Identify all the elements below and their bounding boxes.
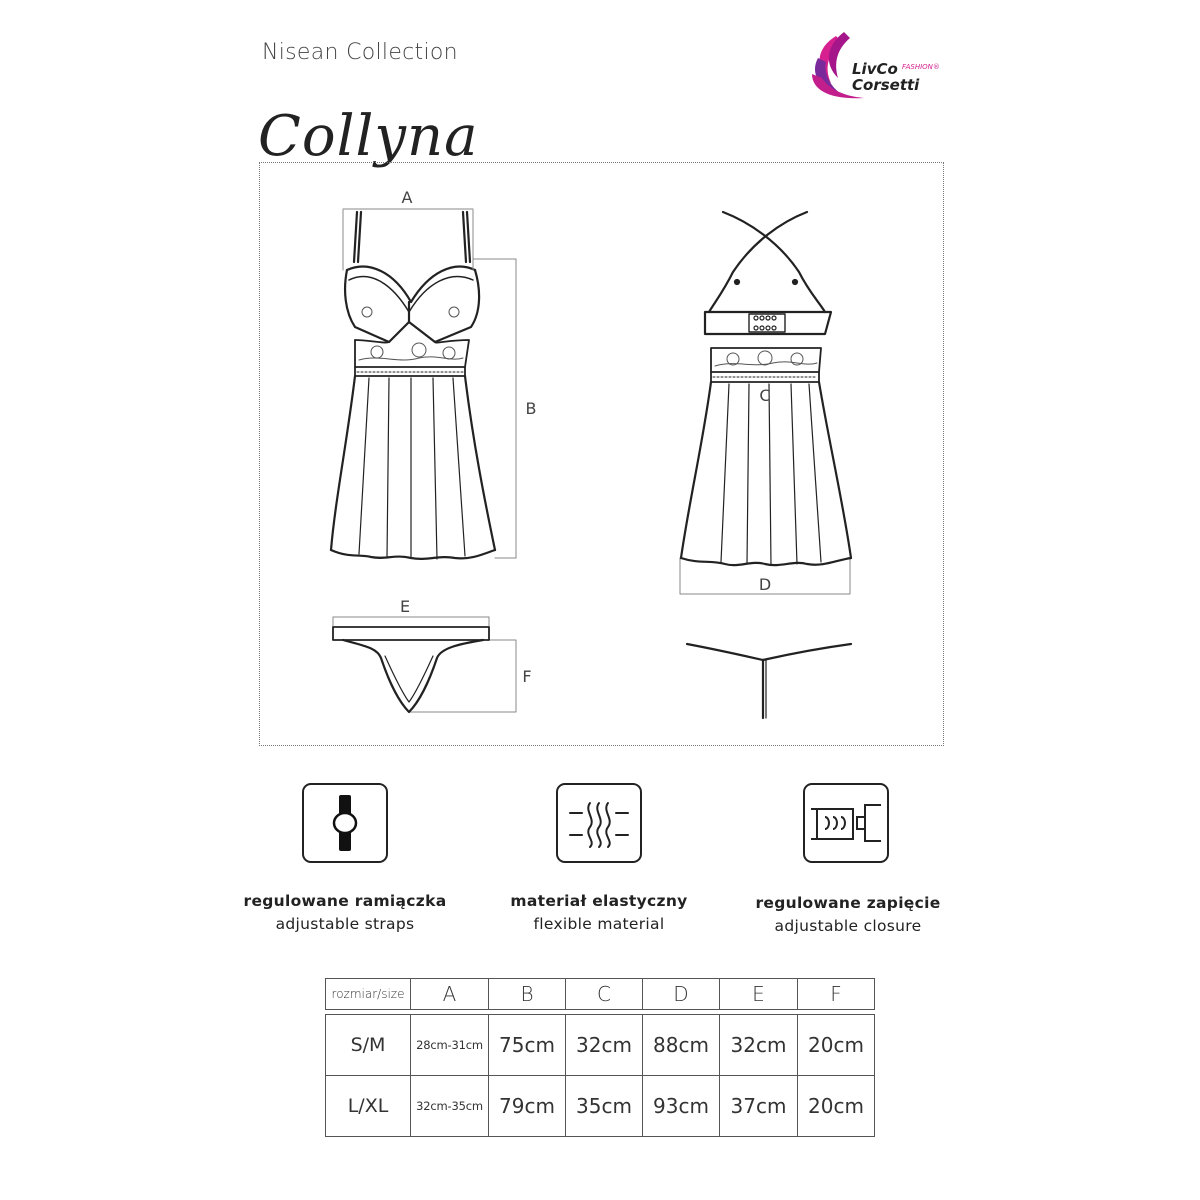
table-cell: 35cm bbox=[566, 1076, 643, 1137]
label-e: E bbox=[399, 597, 411, 616]
feature-adjustable-straps bbox=[215, 890, 475, 936]
feature-label-en: adjustable straps bbox=[275, 915, 415, 933]
table-cell: 20cm bbox=[798, 1076, 875, 1137]
logo-tag: FASHION® bbox=[902, 63, 940, 71]
header-cell: A bbox=[411, 979, 489, 1010]
label-c: C bbox=[759, 386, 771, 405]
brand-logo bbox=[806, 28, 956, 108]
table-row bbox=[326, 1076, 875, 1137]
table-cell: 32cm-35cm bbox=[411, 1076, 489, 1137]
garment-diagram bbox=[259, 162, 945, 748]
feature-flexible-material bbox=[469, 890, 729, 936]
table-cell: 20cm bbox=[798, 1015, 875, 1076]
table-header-row bbox=[326, 979, 875, 1010]
table-cell: 28cm-31cm bbox=[411, 1015, 489, 1076]
feature-label-en: adjustable closure bbox=[774, 917, 922, 935]
table-cell: 32cm bbox=[566, 1015, 643, 1076]
feature-adjustable-closure bbox=[718, 892, 978, 938]
header-cell: F bbox=[798, 979, 875, 1010]
product-name: Collyna bbox=[258, 104, 479, 169]
feature-label-en: flexible material bbox=[533, 915, 665, 933]
table-cell: 32cm bbox=[720, 1015, 798, 1076]
thong-back-drawing bbox=[687, 644, 851, 718]
label-a: A bbox=[401, 188, 413, 207]
adjustable-strap-icon bbox=[302, 783, 388, 863]
feature-label-pl: materiał elastyczny bbox=[510, 892, 688, 910]
babydoll-front-drawing bbox=[331, 212, 495, 559]
collection-title: Nisean Collection bbox=[262, 40, 458, 65]
logo-word-1: LivCo bbox=[852, 60, 898, 78]
table-cell: 93cm bbox=[643, 1076, 720, 1137]
table-row bbox=[326, 1015, 875, 1076]
table-cell: 88cm bbox=[643, 1015, 720, 1076]
thong-front-drawing bbox=[333, 627, 489, 712]
table-cell: 37cm bbox=[720, 1076, 798, 1137]
header-cell: rozmiar/size bbox=[326, 979, 411, 1010]
label-b: B bbox=[525, 399, 537, 418]
label-f: F bbox=[522, 667, 532, 686]
logo-word-2: Corsetti bbox=[852, 76, 920, 94]
hook-closure-icon bbox=[803, 783, 889, 863]
header-cell: E bbox=[720, 979, 798, 1010]
feature-label-pl: regulowane ramiączka bbox=[243, 892, 447, 910]
table-cell: S/M bbox=[326, 1015, 411, 1076]
table-cell: 75cm bbox=[489, 1015, 566, 1076]
feature-label-pl: regulowane zapięcie bbox=[755, 894, 941, 912]
table-cell: L/XL bbox=[326, 1076, 411, 1137]
elastic-material-icon bbox=[556, 783, 642, 863]
header-cell: B bbox=[489, 979, 566, 1010]
label-d: D bbox=[758, 575, 772, 594]
table-cell: 79cm bbox=[489, 1076, 566, 1137]
header-cell: C bbox=[566, 979, 643, 1010]
header-cell: D bbox=[643, 979, 720, 1010]
size-table bbox=[325, 978, 875, 1137]
